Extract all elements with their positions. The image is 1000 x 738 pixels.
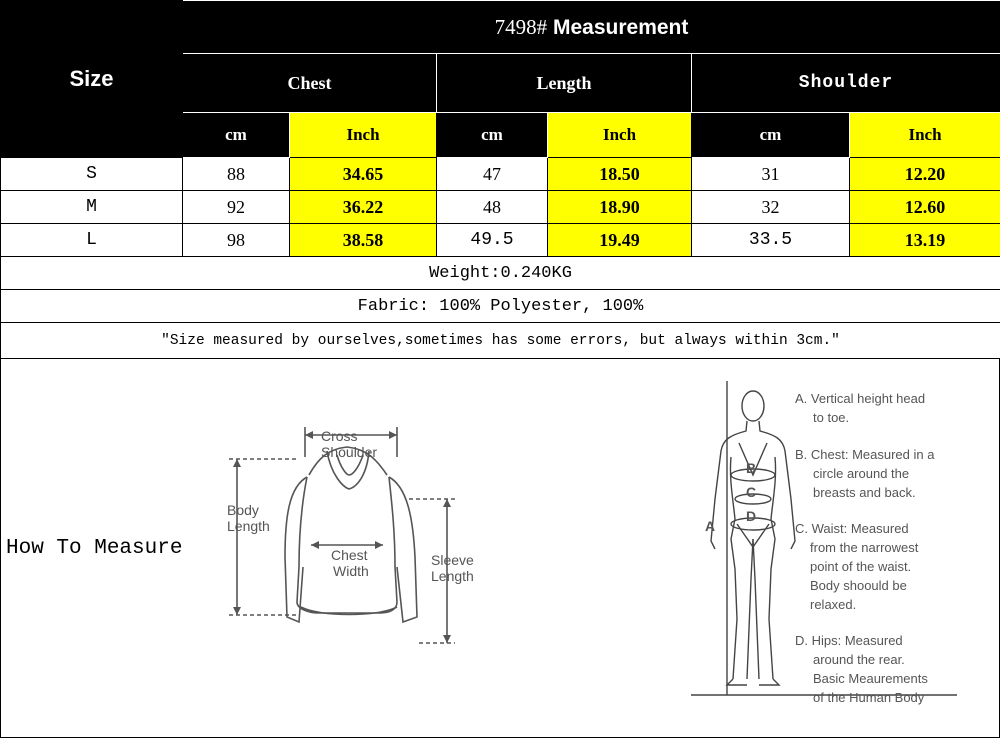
shoulder-inch-cell: 12.20 — [850, 158, 1000, 191]
body-note-line: around the rear. — [813, 652, 905, 667]
shoulder-cm-cell: 33.5 — [692, 224, 850, 257]
unit-header: cm — [692, 113, 850, 158]
chest-inch-cell: 36.22 — [290, 191, 437, 224]
shoulder-inch-cell: 12.60 — [850, 191, 1000, 224]
disclaimer-note: "Size measured by ourselves,sometimes has some errors, but always within 3cm." — [1, 323, 1000, 359]
body-letter-b: B — [746, 460, 757, 476]
chest-width-label: Width — [333, 563, 369, 579]
sleeve-length-label: Length — [431, 568, 474, 584]
table-row — [1, 158, 1000, 191]
body-diagram — [691, 379, 971, 709]
chest-group-header: Chest — [183, 54, 437, 113]
body-letter-a: A — [705, 518, 716, 534]
sleeve-label: Sleeve — [431, 552, 474, 568]
body-note-line: D. Hips: Measured — [795, 633, 903, 648]
unit-header: Inch — [290, 113, 437, 158]
length-inch-cell: 18.90 — [548, 191, 692, 224]
length-cm-cell: 49.5 — [437, 224, 548, 257]
cross-label: Cross — [321, 428, 358, 444]
shoulder-cm-cell: 31 — [692, 158, 850, 191]
shoulder-label: Shoulder — [321, 444, 378, 460]
length-inch-cell: 18.50 — [548, 158, 692, 191]
body-note-line: from the narrowest — [810, 540, 919, 555]
body-note-line: breasts and back. — [813, 485, 916, 500]
shoulder-cm-cell: 32 — [692, 191, 850, 224]
unit-header: Inch — [850, 113, 1000, 158]
chest-cm-cell: 98 — [183, 224, 290, 257]
size-cell: M — [1, 191, 183, 224]
body-note-line: Basic Meaurements — [813, 671, 928, 686]
body-note-line: Body shoould be — [810, 578, 907, 593]
size-header: Size — [1, 1, 183, 158]
how-to-measure-section — [0, 358, 1000, 738]
table-row — [1, 224, 1000, 257]
body-note-line: B. Chest: Measured in a — [795, 447, 935, 462]
shirt-diagram — [219, 417, 489, 657]
chest-inch-cell: 34.65 — [290, 158, 437, 191]
table-row — [1, 191, 1000, 224]
length-cm-cell: 47 — [437, 158, 548, 191]
body-note-line: C. Waist: Measured — [795, 521, 909, 536]
chest-cm-cell: 92 — [183, 191, 290, 224]
unit-header: Inch — [548, 113, 692, 158]
unit-header: cm — [437, 113, 548, 158]
body-label: Body — [227, 502, 259, 518]
body-note-line: of the Human Body — [813, 690, 925, 705]
shoulder-group-header: Shoulder — [692, 54, 1000, 113]
size-cell: L — [1, 224, 183, 257]
body-note-line: point of the waist. — [810, 559, 912, 574]
how-to-measure-label: How To Measure — [6, 537, 183, 560]
size-chart-table — [0, 0, 1000, 359]
size-cell: S — [1, 158, 183, 191]
body-note-line: A. Vertical height head — [795, 391, 926, 406]
body-length-label: Length — [227, 518, 270, 534]
weight-note: Weight:0.240KG — [1, 257, 1000, 290]
length-group-header: Length — [437, 54, 692, 113]
chest-cm-cell: 88 — [183, 158, 290, 191]
fabric-note: Fabric: 100% Polyester, 100% — [1, 290, 1000, 323]
chart-title-number: 7498# — [494, 14, 548, 39]
unit-header: cm — [183, 113, 290, 158]
chest-inch-cell: 38.58 — [290, 224, 437, 257]
length-inch-cell: 19.49 — [548, 224, 692, 257]
body-letter-d: D — [746, 508, 757, 524]
body-note-line: relaxed. — [810, 597, 857, 612]
chest-label: Chest — [331, 547, 368, 563]
body-letter-c: C — [746, 484, 757, 500]
chart-title-text: Measurement — [552, 15, 689, 39]
body-note-line: to toe. — [813, 410, 850, 425]
length-cm-cell: 48 — [437, 191, 548, 224]
chart-title — [183, 1, 1000, 54]
body-note-line: circle around the — [813, 466, 910, 481]
shoulder-inch-cell: 13.19 — [850, 224, 1000, 257]
